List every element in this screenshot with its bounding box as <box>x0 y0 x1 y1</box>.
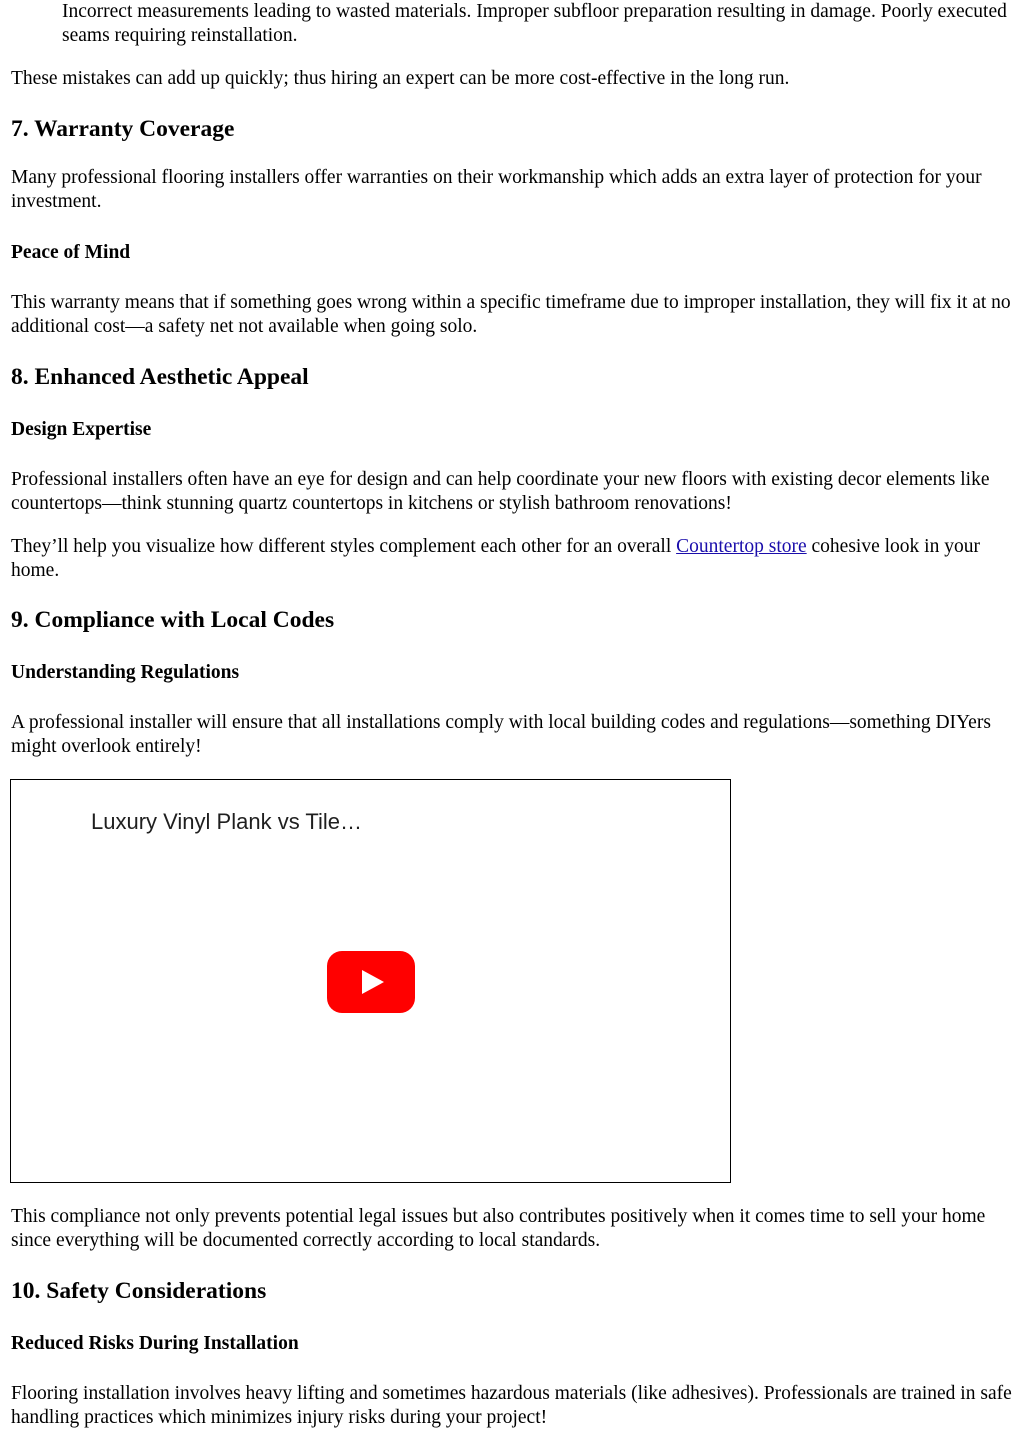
design-paragraph: Professional installers often have an eye for design and can help coordinate your new floors with existing decor elements like countertops—think stunning quartz countertops in kitchens or stylish bathroom renovations! <box>11 469 990 514</box>
countertop-store-link[interactable]: Countertop store <box>676 536 807 557</box>
safety-paragraph: Flooring installation involves heavy lifting and sometimes hazardous materials (like adhesives). Professionals are trained in safe handling practices which minimizes injury risks during your project! <box>11 1383 1012 1428</box>
subheading-reduced-risks: Reduced Risks During Installation <box>11 1333 299 1354</box>
warranty-paragraph: Many professional flooring installers offer warranties on their workmanship which adds an extra layer of protection for your investment. <box>11 167 982 212</box>
visualize-paragraph <box>11 535 1013 582</box>
heading-warranty-coverage: 7. Warranty Coverage <box>11 116 235 142</box>
compliance-paragraph: This compliance not only prevents potential legal issues but also contributes positively when it comes time to sell your home since everything will be documented correctly according to local standards. <box>11 1206 986 1251</box>
peace-of-mind-paragraph: This warranty means that if something goes wrong within a specific timeframe due to improper installation, they will fix it at no additional cost—a safety net not available when going solo. <box>11 292 1011 337</box>
heading-enhanced-aesthetic-appeal: 8. Enhanced Aesthetic Appeal <box>11 364 309 390</box>
subheading-design-expertise: Design Expertise <box>11 419 152 440</box>
heading-compliance-local-codes: 9. Compliance with Local Codes <box>11 607 335 633</box>
heading-safety-considerations: 10. Safety Considerations <box>11 1278 267 1304</box>
visualize-text-start: They’ll help you visualize how different styles complement each other for an overall <box>11 536 677 557</box>
regulations-paragraph: A professional installer will ensure that all installations comply with local building codes and regulations—something DIYers might overlook entirely! <box>11 712 991 757</box>
video-title[interactable]: Luxury Vinyl Plank vs Tile… <box>91 809 363 834</box>
subheading-understanding-regulations: Understanding Regulations <box>11 662 240 683</box>
list-item-mistakes: Incorrect measurements leading to wasted materials. Improper subfloor preparation resulting in damage. Poorly executed seams requiring reinstallation. <box>62 1 1007 46</box>
visualize-text-end: cohesive look in your home. <box>11 536 980 581</box>
youtube-video-embed[interactable] <box>10 779 731 1183</box>
youtube-play-icon[interactable] <box>327 951 415 1013</box>
mistakes-paragraph: These mistakes can add up quickly; thus hiring an expert can be more cost-effective in the long run. <box>11 68 790 89</box>
subheading-peace-of-mind: Peace of Mind <box>11 242 131 263</box>
